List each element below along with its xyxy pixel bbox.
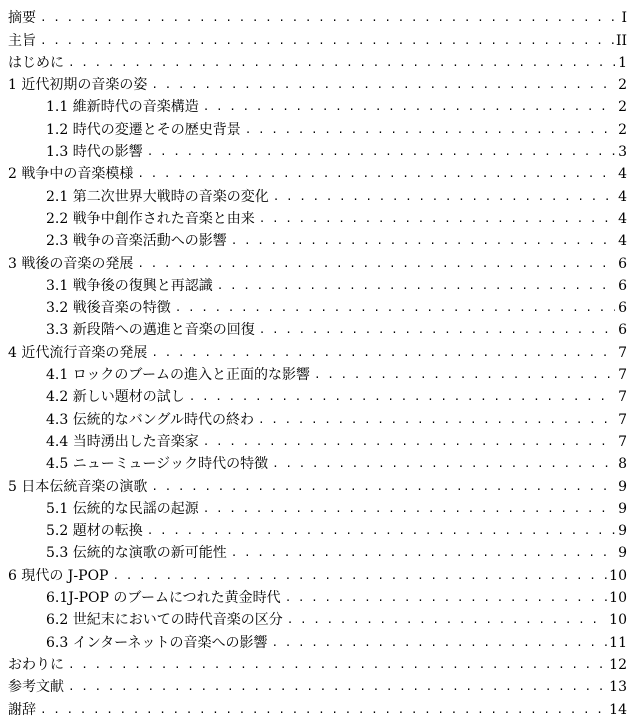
toc-entry[interactable] xyxy=(8,26,627,48)
toc-entry-title: 4.3 伝統的なバングル時代の終わ xyxy=(46,411,255,428)
toc-leader-dots xyxy=(259,211,615,227)
toc-entry-title: 4.1 ロックのブームの進入と正面的な影響 xyxy=(46,367,311,384)
toc-entry-title: 主旨 xyxy=(8,32,36,49)
toc-entry-page: 10 xyxy=(609,612,627,629)
toc-subentry[interactable] xyxy=(8,294,627,316)
toc-entry-page: 13 xyxy=(609,679,627,696)
toc-subentry[interactable] xyxy=(8,205,627,227)
toc-leader-dots xyxy=(258,412,615,428)
toc-entry-page: 2 xyxy=(618,121,627,138)
toc-entry-title: 2 戦争中の音楽模様 xyxy=(8,166,134,183)
toc-leader-dots xyxy=(272,456,615,472)
toc-subentry[interactable] xyxy=(8,539,627,561)
toc-leader-dots xyxy=(68,55,615,71)
toc-entry-title: 4 近代流行音楽の発展 xyxy=(8,344,148,361)
toc-entry-title: 摘要 xyxy=(8,10,36,27)
toc-entry-page: 1 xyxy=(618,54,627,71)
toc-subentry[interactable] xyxy=(8,361,627,383)
toc-entry-page: 4 xyxy=(618,166,627,183)
toc-leader-dots xyxy=(231,233,615,249)
toc-entry-title: 6.1J-POP のブームにつれた黄金時代 xyxy=(46,590,281,607)
toc-leader-dots xyxy=(175,300,615,316)
toc-subentry[interactable] xyxy=(8,383,627,405)
toc-subentry[interactable] xyxy=(8,93,627,115)
toc-entry-title: 1.3 時代の影響 xyxy=(46,144,143,161)
toc-entry-page: 7 xyxy=(618,411,627,428)
toc-entry-title: 2.2 戦争中創作された音楽と由来 xyxy=(46,210,255,227)
toc-entry-page: 9 xyxy=(618,523,627,540)
toc-subentry[interactable] xyxy=(8,272,627,294)
toc-entry-title: 5.1 伝統的な民謡の起源 xyxy=(46,500,199,517)
toc-entry-page: 14 xyxy=(609,701,627,718)
toc-entry-title: 1 近代初期の音楽の姿 xyxy=(8,77,148,94)
toc-entry-title: 4.2 新しい題材の試し xyxy=(46,389,185,406)
toc-entry[interactable] xyxy=(8,249,627,271)
toc-subentry[interactable] xyxy=(8,115,627,137)
toc-leader-dots xyxy=(68,679,607,695)
toc-entry-page: 6 xyxy=(618,277,627,294)
toc-leader-dots xyxy=(245,122,615,138)
toc-entry-title: 謝辞 xyxy=(8,701,36,718)
toc-entry-page: 9 xyxy=(618,478,627,495)
toc-entry-title: 6.2 世紀末においての時代音楽の区分 xyxy=(46,612,283,629)
toc-entry-page: 2 xyxy=(618,99,627,116)
toc-leader-dots xyxy=(147,144,615,160)
toc-entry[interactable] xyxy=(8,561,627,583)
toc-entry-page: 6 xyxy=(618,322,627,339)
toc-entry-page: 7 xyxy=(618,389,627,406)
toc-leader-dots xyxy=(112,568,607,584)
toc-entry-page: 2 xyxy=(618,77,627,94)
toc-leader-dots xyxy=(137,166,615,182)
toc-entry-page: 7 xyxy=(618,433,627,450)
toc-leader-dots xyxy=(137,256,615,272)
toc-subentry[interactable] xyxy=(8,227,627,249)
toc-leader-dots xyxy=(203,501,615,517)
toc-entry-page: 9 xyxy=(618,500,627,517)
toc-entry-title: 1.2 時代の変遷とその歴史背景 xyxy=(46,121,241,138)
toc-entry-page: 9 xyxy=(618,545,627,562)
toc-leader-dots xyxy=(203,434,615,450)
toc-entry-title: 6 現代の J-POP xyxy=(8,567,109,584)
toc-entry-page: 4 xyxy=(618,233,627,250)
toc-entry-title: はじめに xyxy=(8,54,64,71)
toc-entry-page: 4 xyxy=(618,188,627,205)
toc-subentry[interactable] xyxy=(8,405,627,427)
toc-entry-page: I xyxy=(621,10,627,27)
toc-subentry[interactable] xyxy=(8,316,627,338)
toc-entry[interactable] xyxy=(8,49,627,71)
toc-entry-title: 3.1 戦争後の復興と再認識 xyxy=(46,277,213,294)
toc-entry[interactable] xyxy=(8,673,627,695)
toc-leader-dots xyxy=(285,590,607,606)
toc-entry-title: 3.2 戦後音楽の特徴 xyxy=(46,300,171,317)
toc-entry-title: 3.3 新段階への邁進と音楽の回復 xyxy=(46,322,255,339)
toc-leader-dots xyxy=(151,345,615,361)
toc-leader-dots xyxy=(40,10,615,26)
toc-subentry[interactable] xyxy=(8,138,627,160)
toc-entry-title: 5 日本伝統音楽の演歌 xyxy=(8,478,148,495)
toc-subentry[interactable] xyxy=(8,584,627,606)
toc-entry-title: 1.1 維新時代の音楽構造 xyxy=(46,99,199,116)
toc-subentry[interactable] xyxy=(8,182,627,204)
toc-entry-page: 7 xyxy=(618,344,627,361)
toc-entry-title: 5.3 伝統的な演歌の新可能性 xyxy=(46,545,227,562)
toc-entry-page: 4 xyxy=(618,210,627,227)
toc-leader-dots xyxy=(231,545,615,561)
toc-leader-dots xyxy=(217,278,615,294)
toc-entry-title: 参考文献 xyxy=(8,679,64,696)
toc-subentry[interactable] xyxy=(8,428,627,450)
toc-leader-dots xyxy=(287,612,607,628)
toc-leader-dots xyxy=(40,702,607,718)
toc-entry-page: 12 xyxy=(609,656,627,673)
toc-entry[interactable] xyxy=(8,160,627,182)
toc-subentry[interactable] xyxy=(8,495,627,517)
toc-entry[interactable] xyxy=(8,651,627,673)
toc-subentry[interactable] xyxy=(8,517,627,539)
toc-entry[interactable] xyxy=(8,71,627,93)
toc-entry-page: 11 xyxy=(609,634,627,651)
toc-leader-dots xyxy=(203,99,615,115)
toc-entry-page: 6 xyxy=(618,300,627,317)
toc-entry-title: 3 戦後の音楽の発展 xyxy=(8,255,134,272)
toc-subentry[interactable] xyxy=(8,606,627,628)
toc-entry-page: 10 xyxy=(609,567,627,584)
toc-leader-dots xyxy=(259,322,615,338)
toc-entry-page: 10 xyxy=(609,590,627,607)
toc-entry-page: 7 xyxy=(618,367,627,384)
toc-leader-dots xyxy=(40,33,614,49)
toc-leader-dots xyxy=(151,77,615,93)
toc-leader-dots xyxy=(68,657,607,673)
toc-entry-title: 4.5 ニューミュージック時代の特徴 xyxy=(46,456,269,473)
toc-leader-dots xyxy=(273,189,615,205)
toc-entry-title: 4.4 当時湧出した音楽家 xyxy=(46,433,199,450)
toc-leader-dots xyxy=(189,389,615,405)
toc-entry-page: 3 xyxy=(618,144,627,161)
toc-entry-page: II xyxy=(615,32,627,49)
toc-entry-title: 6.3 インターネットの音楽への影響 xyxy=(46,634,268,651)
toc-entry-title: 5.2 題材の転換 xyxy=(46,523,143,540)
toc-entry-title: 2.1 第二次世界大戦時の音楽の変化 xyxy=(46,188,269,205)
toc-entry-page: 8 xyxy=(618,456,627,473)
toc-entry-title: おわりに xyxy=(8,656,64,673)
toc-entry[interactable] xyxy=(8,338,627,360)
toc-subentry[interactable] xyxy=(8,628,627,650)
toc-entry[interactable] xyxy=(8,4,627,26)
toc-leader-dots xyxy=(147,523,615,539)
toc-subentry[interactable] xyxy=(8,450,627,472)
toc-leader-dots xyxy=(271,635,607,651)
toc-entry-page: 6 xyxy=(618,255,627,272)
toc-entry[interactable] xyxy=(8,472,627,494)
toc-entry[interactable] xyxy=(8,695,627,717)
toc-leader-dots xyxy=(151,479,615,495)
toc-entry-title: 2.3 戦争の音楽活動への影響 xyxy=(46,233,227,250)
toc-leader-dots xyxy=(314,367,615,383)
